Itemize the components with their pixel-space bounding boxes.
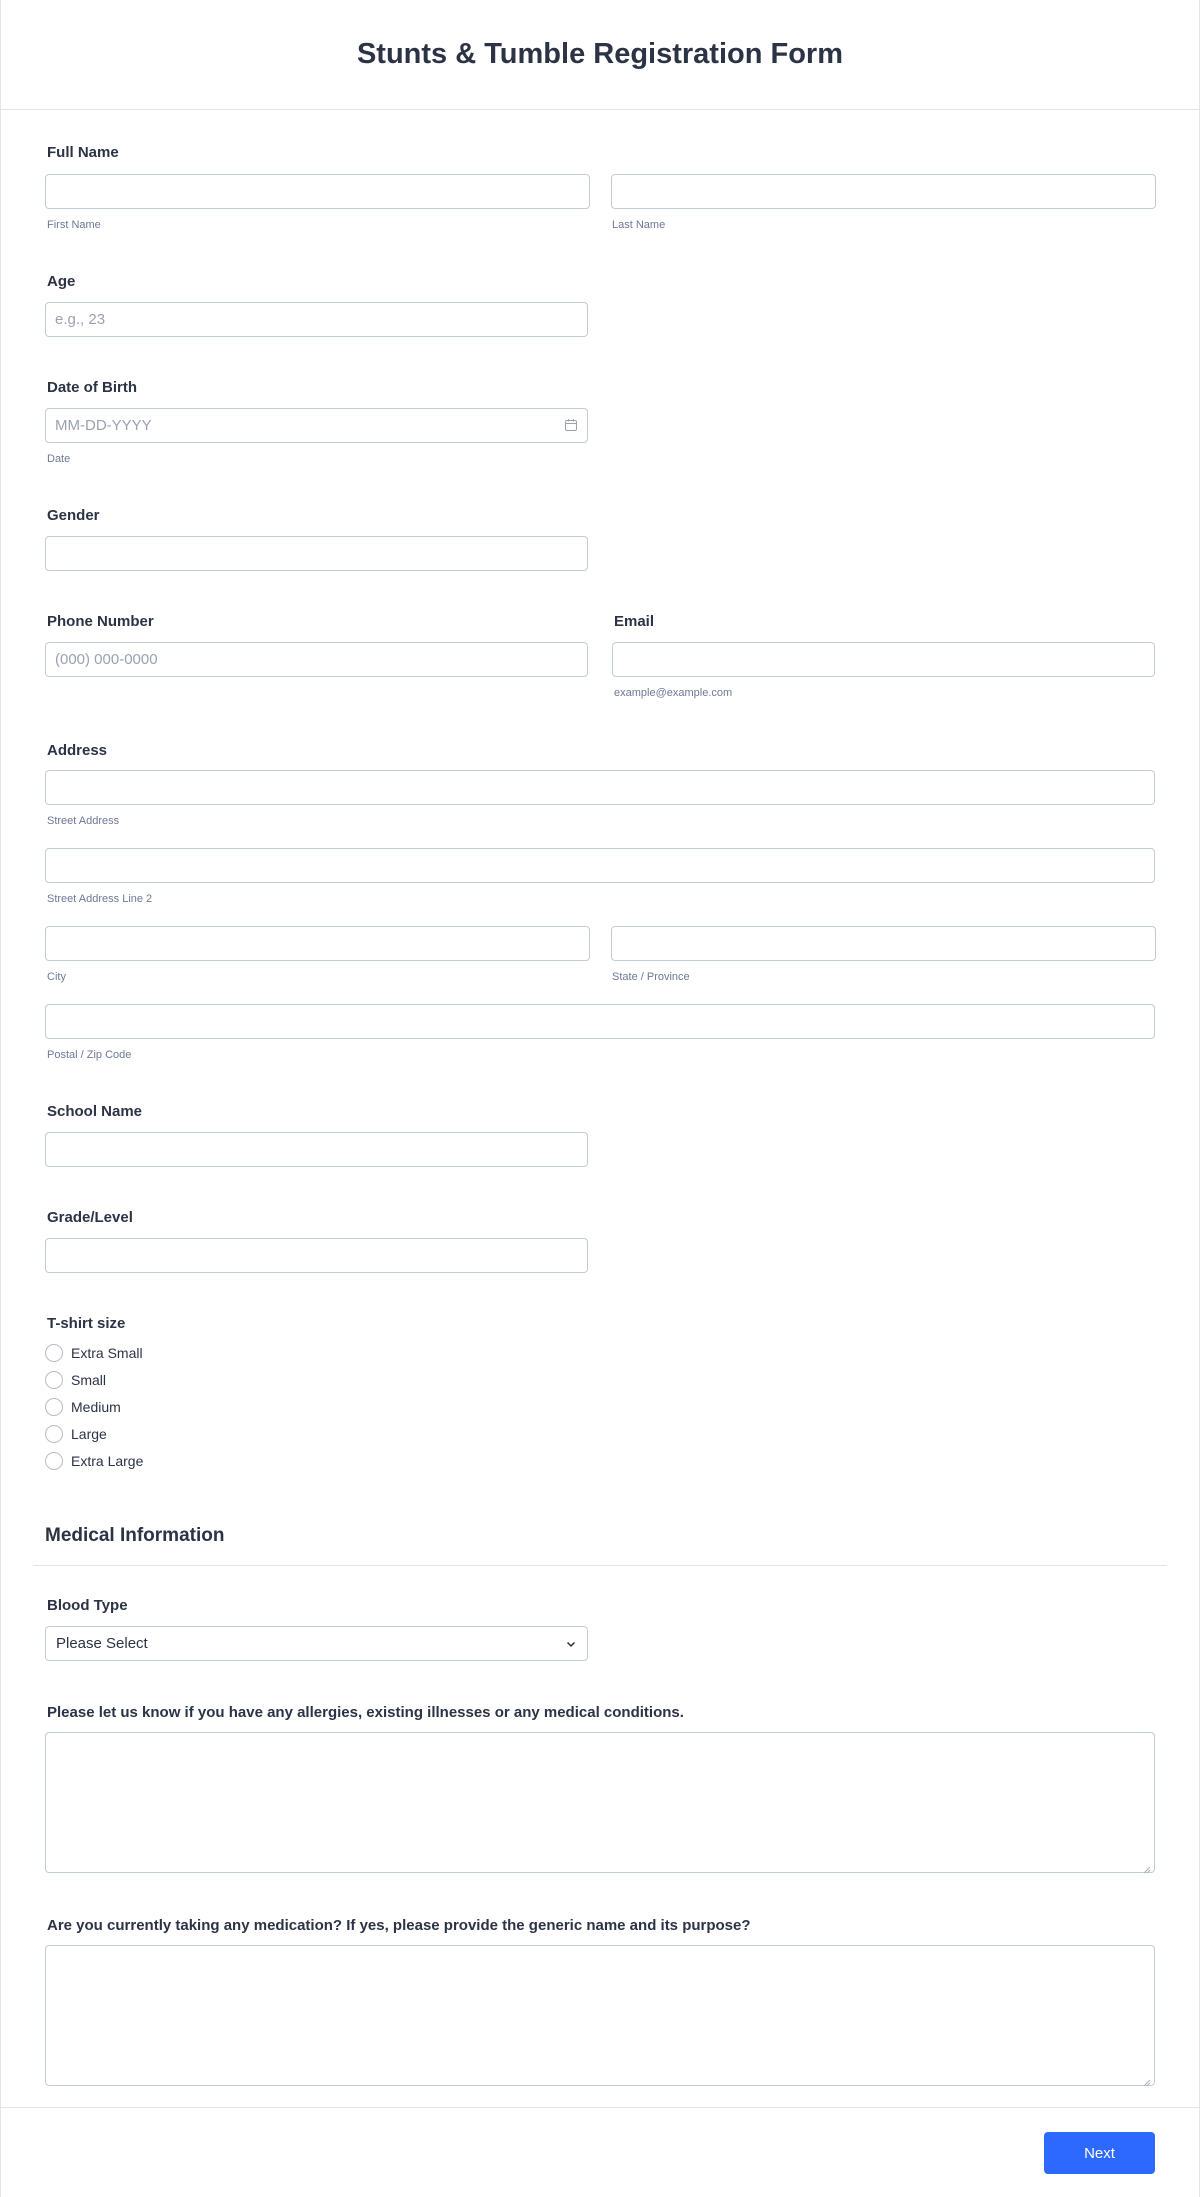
- radio-option-label: Large: [71, 1426, 107, 1442]
- radio-option-label: Extra Small: [71, 1345, 143, 1361]
- form-header: [0, 0, 1200, 110]
- radio-option[interactable]: [45, 1424, 107, 1444]
- radio-option[interactable]: [45, 1343, 143, 1363]
- dob-input[interactable]: [45, 408, 588, 443]
- email-sublabel: example@example.com: [614, 687, 733, 699]
- street-address-input[interactable]: [45, 770, 1155, 805]
- school-label: School Name: [47, 1103, 143, 1120]
- medication-textarea[interactable]: [45, 1945, 1155, 2086]
- radio-option-label: Extra Large: [71, 1453, 144, 1469]
- resize-handle-icon[interactable]: [1143, 1861, 1151, 1869]
- age-label: Age: [47, 273, 76, 290]
- state-sublabel: State / Province: [612, 971, 690, 983]
- postal-code-sublabel: Postal / Zip Code: [47, 1049, 132, 1061]
- first-name-input[interactable]: [45, 174, 590, 209]
- section-divider: [33, 1565, 1167, 1566]
- radio-circle-icon[interactable]: [45, 1344, 63, 1362]
- form-title: Stunts & Tumble Registration Form: [356, 38, 844, 70]
- street-address-2-input[interactable]: [45, 848, 1155, 883]
- calendar-icon[interactable]: [564, 418, 578, 432]
- last-name-input[interactable]: [611, 174, 1156, 209]
- chevron-down-icon: [565, 1637, 577, 1654]
- dob-sublabel: Date: [47, 453, 71, 465]
- medical-conditions-textarea[interactable]: [45, 1732, 1155, 1873]
- grade-input[interactable]: [45, 1238, 588, 1273]
- radio-option[interactable]: [45, 1370, 106, 1390]
- radio-circle-icon[interactable]: [45, 1398, 63, 1416]
- email-label: Email: [614, 613, 655, 630]
- email-input[interactable]: [612, 642, 1155, 677]
- phone-label: Phone Number: [47, 613, 154, 630]
- gender-input[interactable]: [45, 536, 588, 571]
- form-footer: [0, 2107, 1200, 2197]
- dob-label: Date of Birth: [47, 379, 137, 396]
- blood-type-label: Blood Type: [47, 1597, 128, 1614]
- radio-option-label: Small: [71, 1372, 107, 1388]
- resize-handle-icon[interactable]: [1143, 2074, 1151, 2082]
- blood-type-select[interactable]: [45, 1626, 588, 1661]
- radio-circle-icon[interactable]: [45, 1371, 63, 1389]
- radio-circle-icon[interactable]: [45, 1452, 63, 1470]
- radio-option[interactable]: [45, 1397, 121, 1417]
- grade-label: Grade/Level: [47, 1209, 133, 1226]
- address-label: Address: [47, 742, 108, 759]
- last-name-sublabel: Last Name: [612, 219, 666, 231]
- street-address-2-sublabel: Street Address Line 2: [47, 893, 153, 905]
- street-address-sublabel: Street Address: [47, 815, 120, 827]
- phone-input[interactable]: [45, 642, 588, 677]
- full-name-label: Full Name: [47, 144, 119, 161]
- tshirt-label: T-shirt size: [47, 1315, 126, 1332]
- city-input[interactable]: [45, 926, 590, 961]
- medication-label: Are you currently taking any medication? If yes, please provide the generic name and its purpose?: [47, 1917, 751, 1934]
- radio-circle-icon[interactable]: [45, 1425, 63, 1443]
- school-input[interactable]: [45, 1132, 588, 1167]
- first-name-sublabel: First Name: [47, 219, 101, 231]
- gender-label: Gender: [47, 507, 100, 524]
- state-input[interactable]: [611, 926, 1156, 961]
- next-button[interactable]: Next: [1044, 2132, 1155, 2174]
- medical-section-title: Medical Information: [45, 1525, 225, 1546]
- blood-type-selected-value: Please Select: [56, 1635, 148, 1652]
- radio-option-label: Medium: [71, 1399, 121, 1415]
- radio-option[interactable]: [45, 1451, 143, 1471]
- city-sublabel: City: [47, 971, 66, 983]
- postal-code-input[interactable]: [45, 1004, 1155, 1039]
- medical-conditions-label: Please let us know if you have any allergies, existing illnesses or any medical conditions.: [47, 1704, 684, 1721]
- age-input[interactable]: [45, 302, 588, 337]
